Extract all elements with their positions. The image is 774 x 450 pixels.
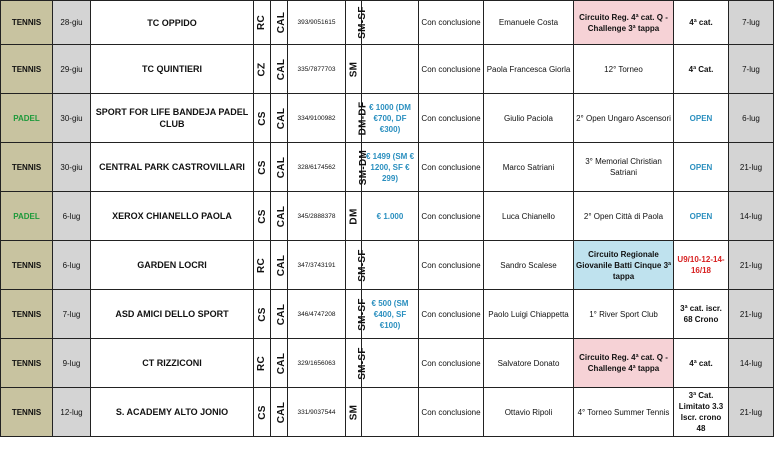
tournament-name-cell: 2° Open Città di Paola [574, 192, 674, 241]
club-name-cell: SPORT FOR LIFE BANDEJA PADEL CLUB [91, 94, 254, 143]
province-cell: CS [254, 143, 271, 192]
conclusion-cell: Con conclusione [419, 1, 484, 45]
tournament-name-cell: Circuito Reg. 4ª cat. Q - Challenge 4ª tappa [574, 339, 674, 388]
prize-cell [362, 388, 419, 437]
start-date-cell: 28-giu [53, 1, 91, 45]
province-cell: CS [254, 192, 271, 241]
category-cell: SM-DM [346, 143, 362, 192]
category-cell: SM-SF [346, 241, 362, 290]
phone-cell: 331/9037544 [288, 388, 346, 437]
sport-cell: TENNIS [1, 1, 53, 45]
sport-cell: TENNIS [1, 339, 53, 388]
sport-cell: PADEL [1, 94, 53, 143]
start-date-cell: 30-giu [53, 143, 91, 192]
conclusion-cell: Con conclusione [419, 192, 484, 241]
sport-cell: PADEL [1, 192, 53, 241]
tournament-name-cell: Circuito Regionale Giovanile Batti Cinque 3ª tappa [574, 241, 674, 290]
start-date-cell: 9-lug [53, 339, 91, 388]
phone-cell: 328/6174562 [288, 143, 346, 192]
level-cell: U9/10-12-14-16/18 [674, 241, 729, 290]
region-cell: CAL [271, 94, 288, 143]
category-cell: SM [346, 45, 362, 94]
region-cell: CAL [271, 192, 288, 241]
end-date-cell: 21-lug [729, 388, 774, 437]
club-name-cell: TC OPPIDO [91, 1, 254, 45]
region-cell: CAL [271, 388, 288, 437]
sport-cell: TENNIS [1, 45, 53, 94]
province-cell: RC [254, 241, 271, 290]
club-name-cell: CT RIZZICONI [91, 339, 254, 388]
level-cell: OPEN [674, 192, 729, 241]
prize-cell: € 1499 (SM € 1200, SF € 299) [362, 143, 419, 192]
province-cell: CZ [254, 45, 271, 94]
start-date-cell: 6-lug [53, 241, 91, 290]
province-cell: CS [254, 94, 271, 143]
region-cell: CAL [271, 241, 288, 290]
conclusion-cell: Con conclusione [419, 94, 484, 143]
level-cell: 3ª cat. iscr. 68 Crono [674, 290, 729, 339]
table-row [1, 388, 774, 437]
sport-cell: TENNIS [1, 388, 53, 437]
end-date-cell: 14-lug [729, 339, 774, 388]
table-row [1, 339, 774, 388]
start-date-cell: 12-lug [53, 388, 91, 437]
referee-cell: Salvatore Donato [484, 339, 574, 388]
referee-cell: Paolo Luigi Chiappetta [484, 290, 574, 339]
referee-cell: Paola Francesca Giorla [484, 45, 574, 94]
region-cell: CAL [271, 290, 288, 339]
start-date-cell: 6-lug [53, 192, 91, 241]
category-cell: SM [346, 388, 362, 437]
level-cell: 3ª Cat. Limitato 3.3 Iscr. crono 48 [674, 388, 729, 437]
start-date-cell: 29-giu [53, 45, 91, 94]
sport-cell: TENNIS [1, 290, 53, 339]
region-cell: CAL [271, 143, 288, 192]
conclusion-cell: Con conclusione [419, 388, 484, 437]
conclusion-cell: Con conclusione [419, 241, 484, 290]
end-date-cell: 21-lug [729, 290, 774, 339]
province-cell: CS [254, 388, 271, 437]
club-name-cell: XEROX CHIANELLO PAOLA [91, 192, 254, 241]
referee-cell: Sandro Scalese [484, 241, 574, 290]
sport-cell: TENNIS [1, 143, 53, 192]
phone-cell: 335/7877703 [288, 45, 346, 94]
province-cell: RC [254, 1, 271, 45]
table-row [1, 241, 774, 290]
level-cell: OPEN [674, 143, 729, 192]
club-name-cell: GARDEN LOCRI [91, 241, 254, 290]
conclusion-cell: Con conclusione [419, 339, 484, 388]
level-cell: 4ª Cat. [674, 45, 729, 94]
category-cell: DM-DF [346, 94, 362, 143]
phone-cell: 334/9100982 [288, 94, 346, 143]
prize-cell [362, 1, 419, 45]
region-cell: CAL [271, 45, 288, 94]
tournament-name-cell: 4° Torneo Summer Tennis [574, 388, 674, 437]
phone-cell: 347/3743191 [288, 241, 346, 290]
referee-cell: Emanuele Costa [484, 1, 574, 45]
start-date-cell: 7-lug [53, 290, 91, 339]
table-row [1, 1, 774, 45]
end-date-cell: 21-lug [729, 241, 774, 290]
province-cell: RC [254, 339, 271, 388]
tournament-name-cell: 1° River Sport Club [574, 290, 674, 339]
table-row [1, 143, 774, 192]
level-cell: 4ª cat. [674, 339, 729, 388]
phone-cell: 393/9051615 [288, 1, 346, 45]
province-cell: CS [254, 290, 271, 339]
category-cell: SM-SF [346, 339, 362, 388]
region-cell: CAL [271, 339, 288, 388]
end-date-cell: 14-lug [729, 192, 774, 241]
table-row [1, 94, 774, 143]
prize-cell: € 1.000 [362, 192, 419, 241]
phone-cell: 345/2888378 [288, 192, 346, 241]
tournament-name-cell: 2° Open Ungaro Ascensori [574, 94, 674, 143]
end-date-cell: 21-lug [729, 143, 774, 192]
phone-cell: 346/4747208 [288, 290, 346, 339]
end-date-cell: 7-lug [729, 45, 774, 94]
conclusion-cell: Con conclusione [419, 143, 484, 192]
category-cell: SM-SF [346, 290, 362, 339]
tournament-name-cell: 3° Memorial Christian Satriani [574, 143, 674, 192]
tournament-name-cell: Circuito Reg. 4ª cat. Q - Challenge 3ª tappa [574, 1, 674, 45]
prize-cell: € 1000 (DM €700, DF €300) [362, 94, 419, 143]
level-cell: OPEN [674, 94, 729, 143]
club-name-cell: CENTRAL PARK CASTROVILLARI [91, 143, 254, 192]
referee-cell: Luca Chianello [484, 192, 574, 241]
table-row [1, 45, 774, 94]
table-row [1, 192, 774, 241]
category-cell: DM [346, 192, 362, 241]
referee-cell: Marco Satriani [484, 143, 574, 192]
referee-cell: Giulio Paciola [484, 94, 574, 143]
end-date-cell: 6-lug [729, 94, 774, 143]
prize-cell: € 500 (SM €400, SF €100) [362, 290, 419, 339]
region-cell: CAL [271, 1, 288, 45]
sport-cell: TENNIS [1, 241, 53, 290]
club-name-cell: S. ACADEMY ALTO JONIO [91, 388, 254, 437]
conclusion-cell: Con conclusione [419, 45, 484, 94]
club-name-cell: ASD AMICI DELLO SPORT [91, 290, 254, 339]
start-date-cell: 30-giu [53, 94, 91, 143]
prize-cell [362, 241, 419, 290]
level-cell: 4ª cat. [674, 1, 729, 45]
category-cell: SM-SF [346, 1, 362, 45]
conclusion-cell: Con conclusione [419, 290, 484, 339]
prize-cell [362, 339, 419, 388]
end-date-cell: 7-lug [729, 1, 774, 45]
phone-cell: 329/1656063 [288, 339, 346, 388]
club-name-cell: TC QUINTIERI [91, 45, 254, 94]
table-row [1, 290, 774, 339]
prize-cell [362, 45, 419, 94]
tournament-name-cell: 12° Torneo [574, 45, 674, 94]
referee-cell: Ottavio Ripoli [484, 388, 574, 437]
